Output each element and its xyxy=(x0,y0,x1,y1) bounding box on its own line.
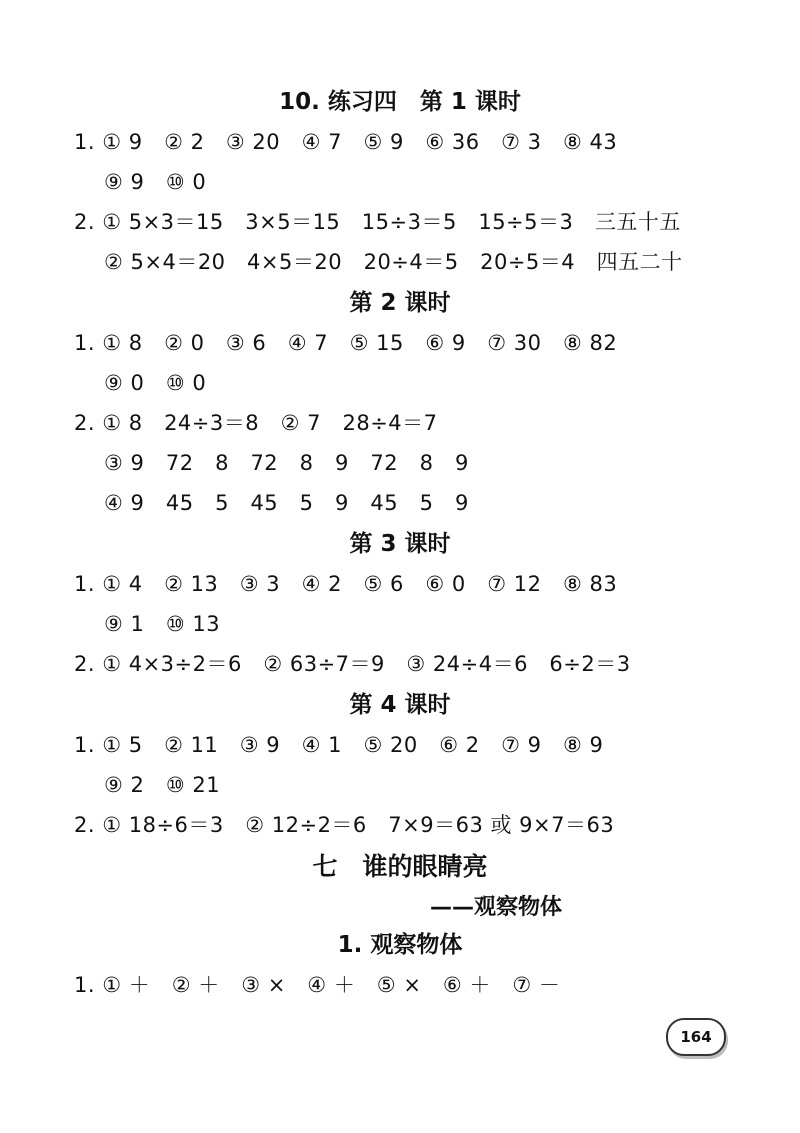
answer-line: 1. ① ＋ ② ＋ ③ × ④ ＋ ⑤ × ⑥ ＋ ⑦ － xyxy=(74,973,561,997)
answer-line: ⑨ 2 ⑩ 21 xyxy=(104,773,221,797)
answer-line: ④ 9 45 5 45 5 9 45 5 9 xyxy=(104,491,469,515)
page-number-badge: 164 xyxy=(666,1018,726,1056)
answer-line: ② 5×4＝20 4×5＝20 20÷4＝5 20÷5＝4 四五二十 xyxy=(104,250,683,274)
answer-line: 1. ① 9 ② 2 ③ 20 ④ 7 ⑤ 9 ⑥ 36 ⑦ 3 ⑧ 43 xyxy=(74,130,618,154)
section-title-lesson-4: 第 4 课时 xyxy=(349,692,451,718)
answer-line: ⑨ 9 ⑩ 0 xyxy=(104,170,207,194)
answer-line: 2. ① 8 24÷3＝8 ② 7 28÷4＝7 xyxy=(74,411,438,435)
answer-line: 2. ① 4×3÷2＝6 ② 63÷7＝9 ③ 24÷4＝6 6÷2＝3 xyxy=(74,652,631,676)
section-title-lesson-2: 第 2 课时 xyxy=(349,290,451,316)
answer-line: 1. ① 8 ② 0 ③ 6 ④ 7 ⑤ 15 ⑥ 9 ⑦ 30 ⑧ 82 xyxy=(74,331,618,355)
answer-line: 2. ① 5×3＝15 3×5＝15 15÷3＝5 15÷5＝3 三五十五 xyxy=(74,210,681,234)
answer-line: ③ 9 72 8 72 8 9 72 8 9 xyxy=(104,451,469,475)
answer-line: 2. ① 18÷6＝3 ② 12÷2＝6 7×9＝63 或 9×7＝63 xyxy=(74,813,615,837)
section-title-practice-4-lesson-1: 10. 练习四 第 1 课时 xyxy=(279,89,521,115)
section-title-lesson-3: 第 3 课时 xyxy=(349,531,451,557)
section-title-observe-objects: 1. 观察物体 xyxy=(337,932,463,958)
answer-line: ⑨ 1 ⑩ 13 xyxy=(104,612,221,636)
answer-line: ⑨ 0 ⑩ 0 xyxy=(104,371,207,395)
chapter-title: 七 谁的眼睛亮 xyxy=(312,852,488,881)
chapter-subtitle: ——观察物体 xyxy=(430,895,563,920)
answer-line: 1. ① 4 ② 13 ③ 3 ④ 2 ⑤ 6 ⑥ 0 ⑦ 12 ⑧ 83 xyxy=(74,572,618,596)
answer-line: 1. ① 5 ② 11 ③ 9 ④ 1 ⑤ 20 ⑥ 2 ⑦ 9 ⑧ 9 xyxy=(74,733,604,757)
